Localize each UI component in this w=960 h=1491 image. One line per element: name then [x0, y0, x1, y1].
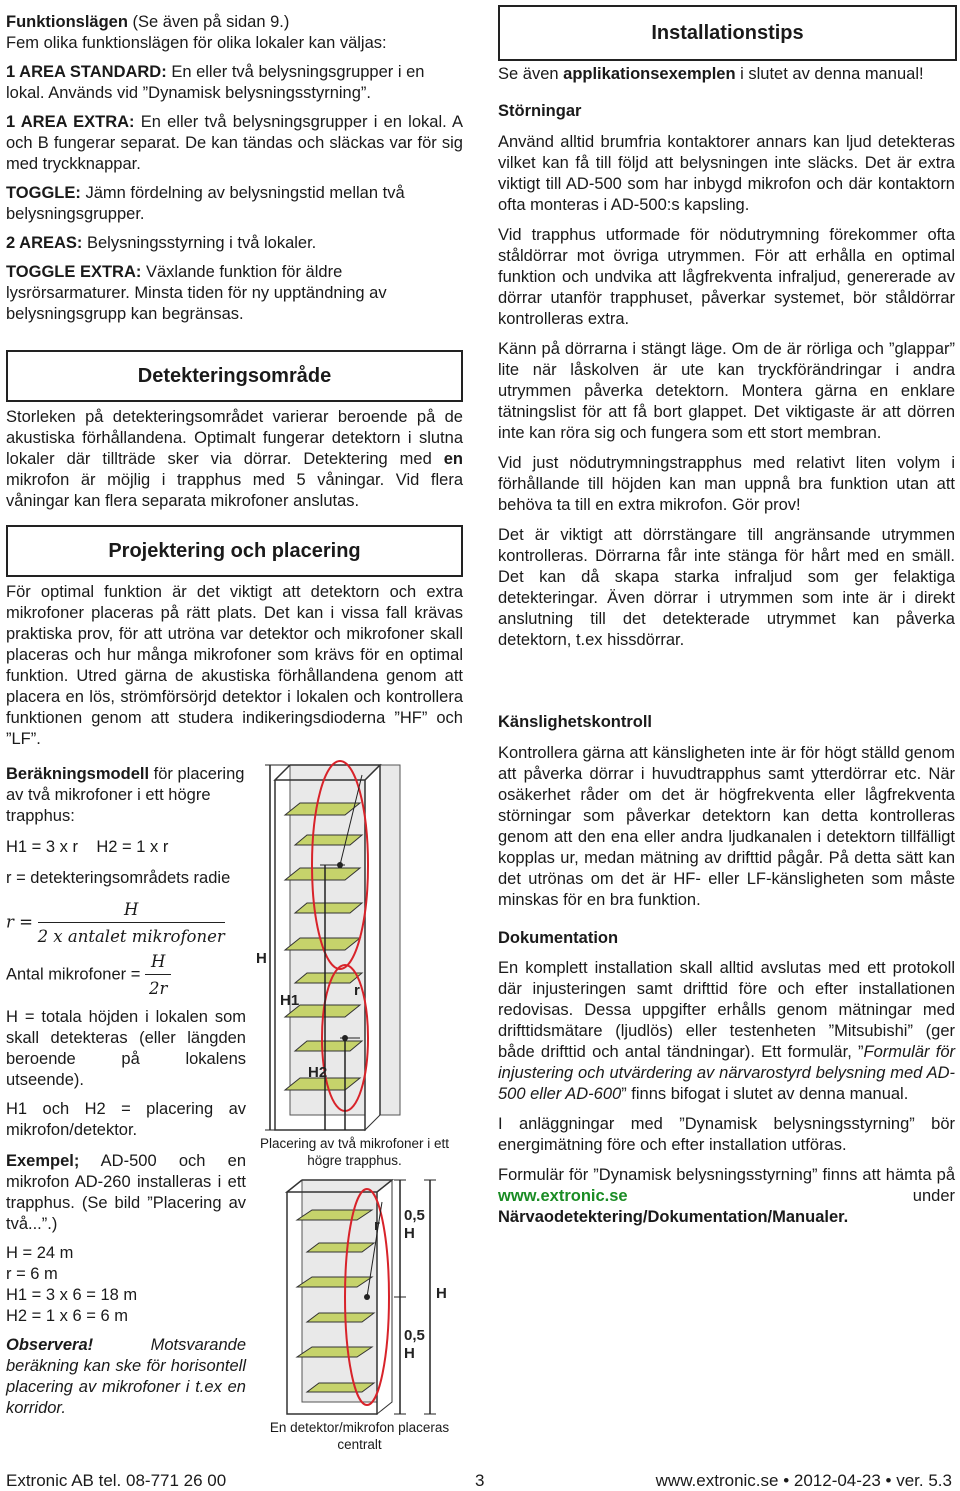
example-value: H2 = 1 x 6 = 6 m	[6, 1307, 128, 1325]
dokumentation-para: En komplett installation skall alltid avslutas med ett protokoll där injusteringen samt drifttid före och efter installationen redovisas. Dessa uppgifter erhålls genom mätningar med drifttidsmätare (ljudlös) eller testenheten ”Mitsubishi” (ger både drifttid och antal tändningar). Ett formulär, ”Formulär för injustering och utvärdering av närvarostyrd belysning med AD-500 eller AD-600” finns bifogat i slutet av denna manual.	[498, 959, 955, 1103]
mode-item: TOGGLE EXTRA: Växlande funktion för äldre lysrörsarmaturer. Minsta tiden för ny upptändning av belysningsgrupp kan begränsas.	[6, 263, 387, 323]
dokumentation-para: Formulär för ”Dynamisk belysningsstyrning” finns att hämta på www.extronic.se under Närvaodetektering/Dokumentation/Manualer.	[498, 1166, 955, 1226]
label-half-top: 0,5	[404, 1207, 425, 1224]
detection-text: Storleken på detekteringsområdet varierar beroende på de akustiska förhållandena. Optimalt fungerar detektorn i slutna lokaler där tillträde sker via dörrar. Detektering med en mikrofon är möjlig i trapphus med 5 våningar. Vid flera våningar kan flera separata mikrofoner anslutas.	[6, 408, 463, 510]
label-r: r	[354, 982, 360, 999]
example-text: Exempel; AD-500 och en mikrofon AD-260 installeras i ett trapphus. (Se bild ”Placering av två...”.)	[6, 1152, 246, 1233]
radius-definition: r = detekteringsområdets radie	[6, 869, 231, 887]
projektering-text: För optimal funktion är det viktigt att detektorn och extra mikrofoner placeras på rätt plats. Det kan i vissa fall krävas praktiska prov, för att utröna var detektor och mikrofoner skall placeras och hur många mikrofoner som krävs för en optimal funktion. Utred gärna de akustiska förhållandena genom att placera en lös, strömförsörjd detektor i lokalen och kontrollera funktionen genom att studera indikeringsdioderna ”HF” och ”LF”.	[6, 583, 463, 748]
kanslighet-text: Kontrollera gärna att känsligheten inte är för högt ställd genom att påverka dörrar i huvudtrapphus samt ytterdörrar etc. När osäkerhet råder om det är högfrekventa eller lågfrekventa störningar som påverkar detektorn kan detta kontrolleras genom att den ena eller andra ljudkanalen i detektorn tillfälligt kopplas ur, medan mätning av drifttid pågår. På detta sätt kan det utrönas om det är HF- eller LF-känsligheten som måste minskas för en bra funktion.	[498, 744, 955, 909]
mode-item: 1 AREA STANDARD: En eller två belysningsgrupper i en lokal. Används vid ”Dynamisk belysningsstyrning”.	[6, 63, 425, 102]
storningar-para: Känn på dörrarna i stängt läge. Om de är rörliga och ”glappar” lite när låskolven är ute kan tryckförändringar i andra utrymmen påverka detektorn. Montera gärna en enklare tätningslist för att få bort glappet. Det viktigaste är att dörren inte kan röra sig och fungera som ett stort membran.	[498, 340, 955, 442]
label-h: H	[436, 1285, 447, 1302]
label-half-top-h: H	[404, 1225, 415, 1242]
modes-section	[6, 12, 463, 325]
label-h2: H2	[308, 1064, 328, 1081]
stairwell-two-mics-figure	[250, 755, 470, 1140]
microphone-icon	[337, 862, 343, 868]
figure2-caption: En detektor/mikrofon placeras centralt	[269, 1420, 450, 1452]
dokumentation-heading: Dokumentation	[498, 929, 619, 947]
storningar-para: Vid just nödutrymningstrapphus med relativt liten volym i förhållande till höjden kan man uppnå bra funktion utan att behöva ta till en extra mikrofon. Gör prov!	[498, 454, 955, 514]
figure1-caption: Placering av två mikrofoner i ett högre trapphus.	[259, 1136, 450, 1168]
projektering-heading-box	[6, 525, 463, 577]
storningar-body	[498, 132, 955, 651]
calc-model	[6, 764, 246, 1419]
projektering-heading: Projektering och placering	[108, 540, 361, 562]
modes-intro: Fem olika funktionslägen för olika lokaler kan väljas:	[6, 34, 387, 52]
mode-item: TOGGLE: Jämn fördelning av belysningstid mellan två belysningsgrupper.	[6, 184, 405, 223]
model-intro: Beräkningsmodell för placering av två mikrofoner i ett högre trapphus:	[6, 765, 245, 825]
stairwell-one-mic-figure	[262, 1172, 477, 1417]
label-half-bottom: 0,5	[404, 1327, 425, 1344]
modes-title-line	[6, 12, 463, 33]
observe-note: Observera! Motsvarande beräkning kan ske för horisontell placering av mikrofoner i t.ex en korridor.	[6, 1336, 246, 1417]
label-h: H	[256, 950, 267, 967]
footer-company: Extronic AB tel. 08-771 26 00	[6, 1471, 227, 1490]
install-heading-box	[498, 5, 957, 61]
storningar-para: Det är viktigt att dörrstängare till angränsande utrymmen kontrolleras. Dörrarna får inte stänga för hårt med en smäll. Det kan då skapa starka infraljud som ger felaktiga detekteringar. Även dörrar i utrymmen som inte är i direkt anslutning till det detekterade utrymmet kan påverka detektorn, t.ex hissdörrar.	[498, 526, 955, 649]
dokumentation-para: I anläggningar med ”Dynamisk belysningsstyrning” bör energimätning före och efter installation utföras.	[498, 1115, 955, 1154]
detection-heading: Detekteringsområde	[137, 365, 332, 387]
kanslighet-heading: Känslighetskontroll	[498, 713, 653, 731]
dokumentation-body	[498, 958, 955, 1228]
formula-antal: Antal mikrofoner = $\frac{H}{2r}$	[6, 951, 246, 999]
storningar-heading: Störningar	[498, 102, 582, 120]
formula-h1-h2: H1 = 3 x r H2 = 1 x r	[6, 838, 169, 856]
detector-icon	[342, 1035, 348, 1041]
example-value: H = 24 m	[6, 1244, 74, 1262]
detection-heading-box	[6, 350, 463, 402]
h1-h2-definition: H1 och H2 = placering av mikrofon/detektor.	[6, 1100, 246, 1139]
storningar-para: Vid trapphus utformade för nödutrymning förekommer ofta ståldörrar mot övriga utrymmen. För att erhålla en optimal funktion och undvika att lågfrekventa infraljud, genererade av dörrar utanför trapphuset, påverkar systemet, bör ståldörrar kontrolleras extra.	[498, 226, 955, 328]
mode-item: 2 AREAS: Belysningsstyrning i två lokaler.	[6, 234, 317, 252]
mode-item: 1 AREA EXTRA: En eller två belysningsgrupper i en lokal. A och B fungerar separat. De kan tändas och släckas var för sig med tryckknappar.	[6, 113, 463, 173]
label-h1: H1	[280, 992, 300, 1009]
modes-title: Funktionslägen	[6, 13, 128, 31]
install-see-also: Se även applikationsexemplen i slutet av denna manual!	[498, 65, 924, 83]
h-definition: H = totala höjden i lokalen som skall detekteras (eller längden beroende på lokalens utseende).	[6, 1008, 246, 1089]
example-value: r = 6 m	[6, 1265, 58, 1283]
shaft-right-wall	[365, 765, 380, 1130]
extronic-link[interactable]: www.extronic.se	[498, 1187, 628, 1205]
formula-r: r = $\frac{H}{\text{2 x antalet mikrofoner}}$	[6, 900, 225, 946]
modes-title-note: (Se även på sidan 9.)	[127, 13, 290, 31]
label-r: r	[374, 1217, 380, 1234]
example-value: H1 = 3 x 6 = 18 m	[6, 1286, 138, 1304]
install-heading: Installationstips	[651, 22, 804, 44]
label-half-bottom-h: H	[404, 1345, 415, 1362]
footer-website-date-version: www.extronic.se • 2012-04-23 • ver. 5.3	[655, 1471, 952, 1490]
footer-page-number: 3	[475, 1471, 485, 1490]
storningar-para: Använd alltid brumfria kontaktorer annars kan ljud detekteras vilket kan få till följd att belysningen inte släcks. Det är extra viktigt till AD-500 som har inbygd mikrofon och där kontaktorn ofta monteras i AD-500:s kapsling.	[498, 133, 955, 214]
